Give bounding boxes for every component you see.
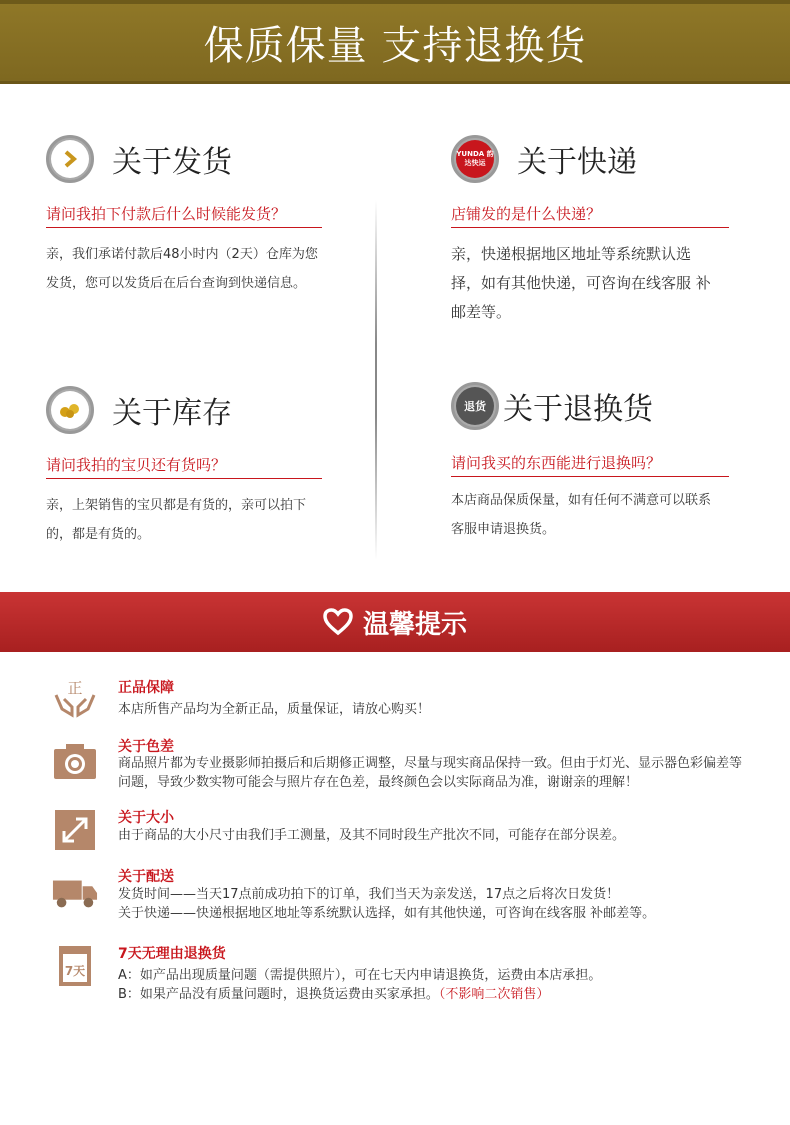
tip-delivery	[52, 864, 752, 924]
tip-seven-day	[52, 943, 752, 1013]
calendar-7day-icon	[52, 943, 98, 989]
returns-icon-label: 退货	[464, 400, 486, 413]
tip-line-text: B：如果产品没有质量问题时，退换货运费由买家承担。	[118, 987, 439, 1002]
faq-title: 关于库存	[112, 396, 232, 431]
coins-icon	[46, 386, 94, 434]
tips-banner	[0, 592, 790, 652]
faq-answer: 本店商品保质保量，如有任何不满意可以联系客服申请退换货。	[451, 493, 712, 537]
faq-title: 关于退换货	[503, 392, 653, 427]
tip-title: 7天无理由退换货	[118, 946, 226, 962]
tip-line-b	[118, 985, 758, 1004]
faq-stock	[46, 386, 346, 556]
faq-underline	[46, 227, 322, 228]
resize-arrow-icon	[52, 807, 98, 853]
tip-line: 发货时间——当天17点前成功拍下的订单，我们当天为亲发送，17点之后将次日发货！	[118, 887, 620, 902]
faq-question: 请问我买的东西能进行退换吗？	[451, 454, 662, 472]
faq-shipping	[46, 135, 346, 335]
faq-returns	[451, 382, 751, 552]
faq-underline	[46, 478, 322, 479]
camera-icon	[52, 738, 98, 784]
top-banner-title: 保质保量 支持退换货	[203, 23, 587, 69]
faq-underline	[451, 227, 729, 228]
tip-line: 关于快递——快递根据地区地址等系统默认选择，如有其他快递，可咨询在线客服 补邮差等。	[118, 906, 656, 921]
faq-question: 请问我拍的宝贝还有货吗？	[46, 456, 227, 474]
faq-express	[451, 135, 751, 335]
tip-title: 关于大小	[118, 810, 174, 826]
faq-answer: 亲，快递根据地区地址等系统默认选择，如有其他快递，可咨询在线客服 补邮差等。	[451, 245, 711, 321]
yunda-logo-icon	[451, 135, 499, 183]
faq-answer: 亲，我们承诺付款后48小时内（2天）仓库为您发货，您可以发货后在后台查询到快递信息。	[46, 247, 318, 291]
tip-line: A：如产品出现质量问题（需提供照片），可在七天内申请退换货，运费由本店承担。	[118, 968, 602, 983]
faq-answer: 亲，上架销售的宝贝都是有货的，亲可以拍下的，都是有货的。	[46, 498, 307, 542]
tip-color	[52, 734, 752, 794]
truck-icon	[52, 870, 98, 916]
chevron-right-icon	[46, 135, 94, 183]
faq-underline	[451, 476, 729, 477]
faq-title: 关于发货	[112, 145, 232, 180]
tip-body: 商品照片都为专业摄影师拍摄后和后期修正调整，尽量与现实商品保持一致。但由于灯光、显示器色彩偏差等问题，导致少数实物可能会与照片存在色差，最终颜色会以实际商品为准，谢谢亲的理解！	[118, 756, 743, 790]
tip-title: 关于色差	[118, 739, 174, 755]
tip-title: 关于配送	[118, 869, 174, 885]
express-logo-label: YUNDA 韵达快运	[456, 150, 494, 167]
tip-authentic	[52, 673, 752, 723]
tip-line-note: （不影响二次销售）	[438, 987, 550, 1002]
tip-body: 由于商品的大小尺寸由我们手工测量，及其不同时段生产批次不同，可能存在部分误差。	[118, 828, 626, 843]
hands-authentic-icon	[52, 673, 98, 719]
faq-question: 请问我拍下付款后什么时候能发货？	[46, 205, 287, 223]
heart-icon	[323, 608, 353, 636]
seven-day-icon-label: 7天	[64, 964, 86, 978]
authentic-icon-label: 正	[67, 679, 83, 697]
tips-banner-title: 温馨提示	[362, 609, 467, 640]
tip-title: 正品保障	[118, 680, 174, 696]
tip-size	[52, 805, 752, 855]
return-box-icon	[451, 382, 499, 430]
column-divider	[375, 200, 377, 560]
faq-question: 店铺发的是什么快递？	[451, 205, 602, 223]
top-banner	[0, 0, 790, 84]
tip-body: 本店所售产品均为全新正品，质量保证，请放心购买！	[118, 702, 431, 717]
faq-title: 关于快递	[517, 145, 637, 180]
